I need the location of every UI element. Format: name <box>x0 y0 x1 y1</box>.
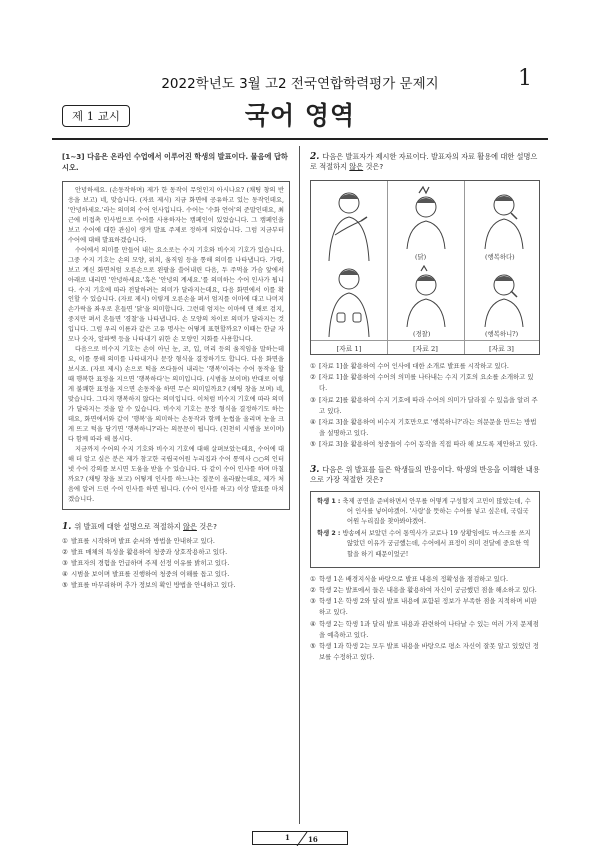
question-number: 3. <box>310 464 320 475</box>
left-column <box>62 152 290 592</box>
figure-caption: (행복하다) <box>485 253 515 261</box>
question-1 <box>62 522 290 592</box>
current-page: 1 <box>285 833 290 842</box>
passage-paragraph: 다음으로 비수지 기호는 손이 아닌 눈, 코, 입, 머리 등의 움직임을 말하는데요, 이를 통해 의미를 나타내거나 문장 형식을 결정하기도 합니다. 다음 화면을 보시죠. (자료 제시) 손으로 턱을 쓰다듬어 내리는 '행복'이라는 수어 동작을 할 때 행복한 표정을 지으면 '행복하다'는 의미입니다. (시범을 보이며) 반대로 이렇게 불쾌한 표정을 지으면 손동작을 하면 무슨 의미일까요? (채팅 창을 보며) 네, 맞습니다. 그다지 행복하지 않다는 의미입니다. 이처럼 비수지 기호에 따라 의미가 달라지는 것을 알 수 있습니다. 비수지 기호는 문장 형식을 결정하기도 하는데요, 화면에서와 같이 '행복'을 의미하는 손동작과 함께 눈썹을 올리며 눈을 크게 뜨고 턱을 당기면 '행복하니?'라는 의문문이 됩니다. (친천히 시범을 보이며) 다 함께 따라 해 봅시다. <box>68 346 284 443</box>
figure-caption: (행복하니?) <box>485 330 519 338</box>
question-3 <box>310 465 540 664</box>
figure-label: [자료 1] <box>311 340 387 354</box>
question-2 <box>310 152 540 451</box>
subject-title: 국어 영역 <box>244 101 356 130</box>
answer-option[interactable]: ⑤ 발표를 마무리하며 추가 정보의 확인 방법을 안내하고 있다. <box>62 581 236 590</box>
exam-title: 2022학년도 3월 고2 전국연합학력평가 문제지 <box>161 76 439 92</box>
passage-paragraph: 안녕하세요. (손동작하며) 제가 한 동작이 무엇인지 아시나요? (채팅 창의 반응을 보고) 네, 맞습니다. (자료 제시) 지금 화면에 공유하고 있는 동작인데요, '안녕하세요.'라는 의미의 수어 인사입니다. 수어는 '수화 언어'의 준말인데요, 최근에 비접촉 인사법으로 수어를 사용하자는 캠페인이 있었습니다. 그 캠페인을 보고 수어에 대한 관심이 생겨 발표 주제로 정하게 되었습니다. 그럼 지금부터 수어에 대해 발표하겠습니다. <box>68 187 284 244</box>
answer-option[interactable]: ④ 학생 2는 학생 1과 달리 발표 내용과 관련하여 나타날 수 있는 여러 가지 문제점을 예측하고 있다. <box>310 619 539 639</box>
figure-caption: (닭) <box>415 253 427 261</box>
question-stem: 3. 다음은 위 발표를 들은 학생들의 반응이다. 학생의 반응을 이해한 내용으로 가장 적절한 것은? <box>310 464 540 484</box>
signer-illustration <box>395 185 457 249</box>
answer-option[interactable]: ⑤ 학생 1과 학생 2는 모두 발표 내용을 바탕으로 평소 자신이 잘못 알고 있었던 정보를 수정하고 있다. <box>310 642 539 662</box>
question-number: 2. <box>310 152 320 162</box>
signer-illustration <box>473 185 535 249</box>
answer-option[interactable]: ③ 학생 1은 학생 2와 달리 발표 내용에 포함된 정보가 부족한 점을 지적하며 비판하고 있다. <box>310 597 537 617</box>
answer-options <box>310 574 540 664</box>
total-pages: 16 <box>308 835 318 844</box>
figure-label: [자료 2] <box>387 340 464 354</box>
answer-option[interactable]: ⑤ [자료 3]을 활용하여 청중들이 수어 동작을 직접 따라 해 보도록 제안하고 있다. <box>310 440 538 449</box>
passage-paragraph: 수어에서 의미를 만들어 내는 요소로는 수지 기호와 비수지 기호가 있습니다. 그중 수지 기호는 손의 모양, 위치, 움직임 등을 통해 의미를 나타냅니다. 가령, 보고 계신 화면처럼 오른손으로 왼팔을 쓸어내린 다음, 두 주먹을 가슴 앞에서 아래로 내리면 '안녕하세요.'혹은 '안녕의 계세요.'를 의미하는 수어 인사가 됩니다. 수지 기호에 따라 전달하려는 의미가 달라지는데요, 다음 화면에서 이를 확인할 수 있습니다. (자료 제시) 이렇게 오른손을 펴서 엄지를 이마에 대고 나머지 손가락을 좌우로 흔들면 '닭'을 의미합니다. 그런데 엄지는 이마에 댄 채로 검지, 중지만 펴서 흔들면 '경찰'을 나타냅니다. 손 모양의 차이로 의미가 달라지는 것입니다. 그럼 우리 이름과 같은 고유 명사는 어떻게 표현할까요? 이때는 한글 자모나 숫자, 알파벳 등을 나타내기 위한 손 모양인 지화를 사용합니다. <box>68 246 284 344</box>
passage-paragraph: 지금까지 수어의 수지 기호와 비수지 기호에 대해 살펴보았는데요, 수어에 대해 더 알고 싶은 분은 제가 참고한 국립국어원 누리집과 수어 통역사 ○○의 인터넷 수어 강의를 보시면 도움을 받을 수 있습니다. 다 같이 수어 인사를 하며 마칠까요? (채팅 창을 보고) 어떻게 인사를 하느냐는 질문이 올라왔는데요, 제가 처음에 알려 드린 수어 인사를 하면 됩니다. (수어 인사를 하고) 이상 발표를 마치겠습니다. <box>68 445 284 503</box>
signer-illustration <box>317 263 381 337</box>
column-divider <box>299 146 300 824</box>
answer-option[interactable]: ③ [자료 2]를 활용하여 수지 기호에 따라 수어의 의미가 달라질 수 있음을 알려 주고 있다. <box>310 395 538 415</box>
question-stem: 2. 다음은 발표자가 제시한 자료이다. 발표자의 자료 활용에 대한 설명으로 적절하지 않은 것은? <box>310 152 538 171</box>
student-response: 학생 1 : 축제 공연을 준비하면서 안무를 어떻게 구성할지 고민이 많았는데, 수어 인사를 넣어야겠어. '사랑'을 뜻하는 수어를 넣고 싶은데, 국립국어원 누리집을 찾아봐야겠어. <box>317 497 531 526</box>
slash-divider <box>253 832 349 846</box>
page-indicator <box>252 831 348 845</box>
page-number: 1 <box>518 66 532 91</box>
figure-label: [자료 3] <box>464 340 539 354</box>
question-number: 1. <box>62 521 72 532</box>
answer-option[interactable]: ④ [자료 3]을 활용하여 비수지 기호만으로 '행복하니?'라는 의문문을 만드는 방법을 설명하고 있다. <box>310 418 537 438</box>
period-label: 제 1 교시 <box>62 105 130 127</box>
answer-options <box>310 361 540 451</box>
signer-illustration <box>473 265 535 327</box>
signer-illustration <box>395 265 457 327</box>
answer-option[interactable]: ② 학생 2는 발표에서 들은 내용을 활용하여 자신이 궁금했던 점을 해소하고 있다. <box>310 586 537 595</box>
answer-option[interactable]: ② [자료 1]을 활용하여 수어의 의미를 나타내는 수지 기호의 요소를 소개하고 있다. <box>310 373 534 393</box>
question-stem: 1. 위 발표에 대한 설명으로 적절하지 않은 것은? <box>62 521 217 532</box>
student-responses-box <box>310 491 540 568</box>
answer-option[interactable]: ④ 시범을 보이며 발표를 진행하여 청중의 이해를 돕고 있다. <box>62 570 230 579</box>
sign-language-figure <box>310 180 540 355</box>
passage-box <box>62 181 290 510</box>
answer-option[interactable]: ③ 발표자의 경험을 언급하며 주제 선정 이유를 밝히고 있다. <box>62 558 230 567</box>
right-column <box>310 152 540 663</box>
answer-option[interactable]: ① 학생 1은 배경지식을 바탕으로 발표 내용의 정확성을 점검하고 있다. <box>310 574 509 583</box>
group-instruction: [1~3] 다음은 온라인 수업에서 이루어진 학생의 발표이다. 물음에 답하시오. <box>62 152 288 172</box>
answer-option[interactable]: ① [자료 1]을 활용하여 수어 인사에 대한 소개로 발표를 시작하고 있다. <box>310 362 509 370</box>
header-rule <box>52 138 548 140</box>
figure-caption: (경찰) <box>413 330 431 338</box>
answer-option[interactable]: ① 발표를 시작하며 발표 순서와 방법을 안내하고 있다. <box>62 536 215 545</box>
signer-illustration <box>317 187 381 261</box>
student-response: 학생 2 : 방송에서 보았던 수어 통역사가 코로나 19 상황임에도 마스크를 쓰지 않았던 이유가 궁금했는데, 수어에서 표정이 의미 전달에 중요한 역할을 하기 때문이었군! <box>317 530 531 558</box>
answer-option[interactable]: ② 발표 매체의 특성을 활용하여 청중과 상호작용하고 있다. <box>62 547 228 556</box>
answer-options <box>62 536 290 592</box>
